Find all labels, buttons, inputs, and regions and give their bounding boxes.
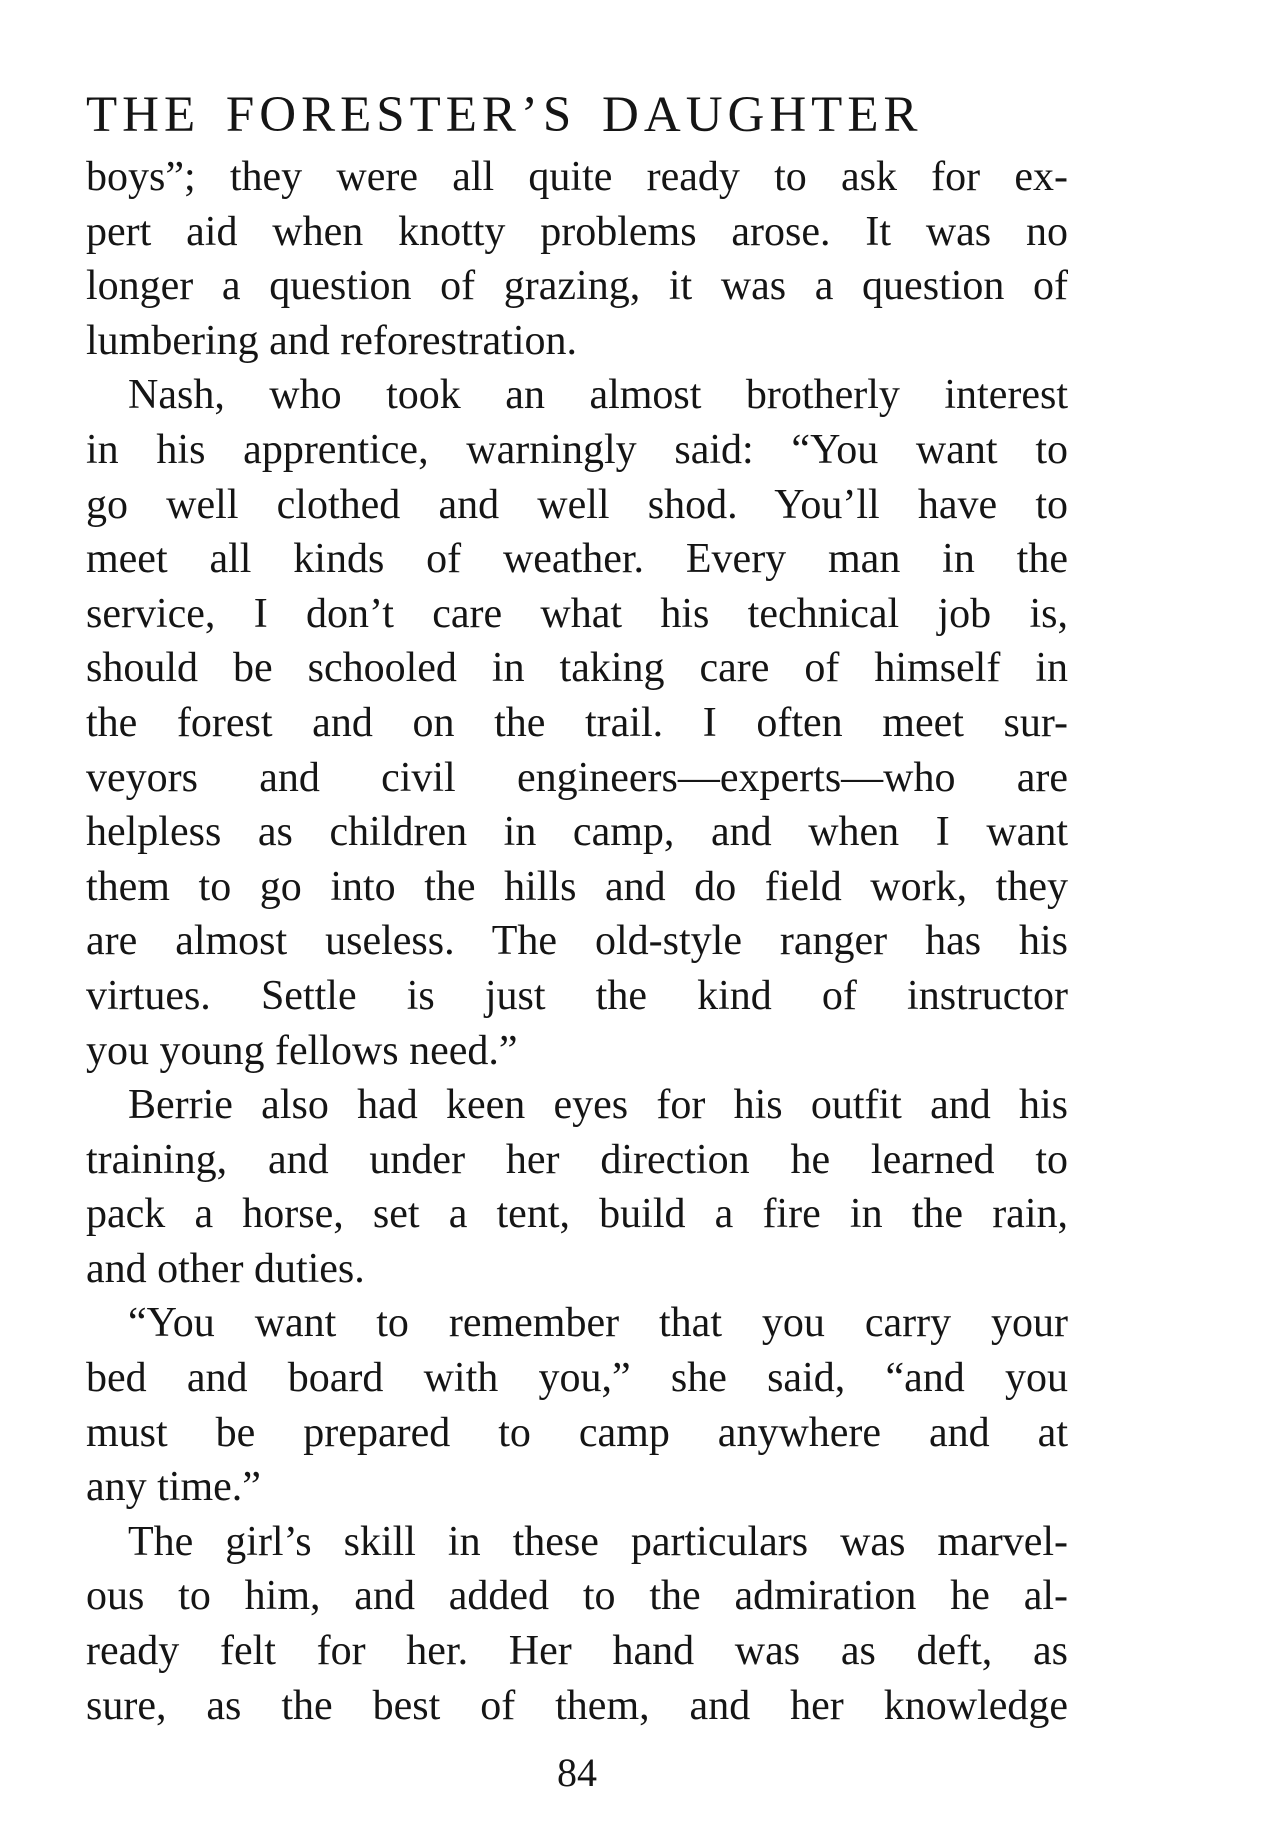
text-line: “You want to remember that you carry your bbox=[128, 1300, 1068, 1347]
paragraph bbox=[86, 1515, 1068, 1733]
text-line: pack a horse, set a tent, build a fire in the rain, bbox=[86, 1191, 1068, 1238]
text-line: The girl’s skill in these particulars was marvel- bbox=[128, 1518, 1068, 1565]
text-line: ous to him, and added to the admiration he al- bbox=[86, 1573, 1068, 1620]
text-line: go well clothed and well shod. You’ll have to bbox=[86, 481, 1068, 528]
text-line: virtues. Settle is just the kind of instructor bbox=[86, 972, 1068, 1019]
book-page bbox=[86, 86, 1068, 1806]
text-line: training, and under her direction he learned to bbox=[86, 1136, 1068, 1183]
text-line: Nash, who took an almost brotherly interest bbox=[128, 372, 1068, 419]
text-line: helpless as children in camp, and when I want bbox=[86, 809, 1068, 856]
text-line: lumbering and reforestration. bbox=[86, 317, 577, 364]
text-line: them to go into the hills and do field work, they bbox=[86, 863, 1068, 910]
paragraph bbox=[86, 1296, 1068, 1514]
text-line: should be schooled in taking care of himself in bbox=[86, 645, 1068, 692]
text-line: Berrie also had keen eyes for his outfit and his bbox=[128, 1082, 1068, 1129]
text-line: must be prepared to camp anywhere and at bbox=[86, 1409, 1068, 1456]
text-line: boys”; they were all quite ready to ask for ex- bbox=[86, 154, 1068, 200]
text-line: and other duties. bbox=[86, 1245, 365, 1292]
body-text bbox=[86, 150, 1068, 1733]
text-line: bed and board with you,” she said, “and you bbox=[86, 1355, 1068, 1402]
text-line: sure, as the best of them, and her knowledge bbox=[86, 1682, 1068, 1729]
text-line: meet all kinds of weather. Every man in the bbox=[86, 536, 1068, 583]
text-line: veyors and civil engineers—experts—who are bbox=[86, 754, 1068, 801]
text-line: are almost useless. The old-style ranger has his bbox=[86, 918, 1068, 965]
paragraph bbox=[86, 368, 1068, 1078]
paragraph bbox=[86, 150, 1068, 368]
text-line: longer a question of grazing, it was a question of bbox=[86, 263, 1068, 310]
text-line: the forest and on the trail. I often meet sur- bbox=[86, 699, 1068, 746]
paragraph bbox=[86, 1078, 1068, 1296]
text-line: any time.” bbox=[86, 1464, 261, 1511]
page-number: 84 bbox=[557, 1750, 597, 1795]
running-head: THE FORESTER’S DAUGHTER bbox=[86, 87, 923, 143]
text-line: ready felt for her. Her hand was as deft, as bbox=[86, 1628, 1068, 1675]
text-line: pert aid when knotty problems arose. It was no bbox=[86, 208, 1068, 255]
text-line: in his apprentice, warningly said: “You want to bbox=[86, 426, 1068, 473]
text-line: service, I don’t care what his technical job is, bbox=[86, 590, 1068, 637]
text-line: you young fellows need.” bbox=[86, 1027, 518, 1074]
